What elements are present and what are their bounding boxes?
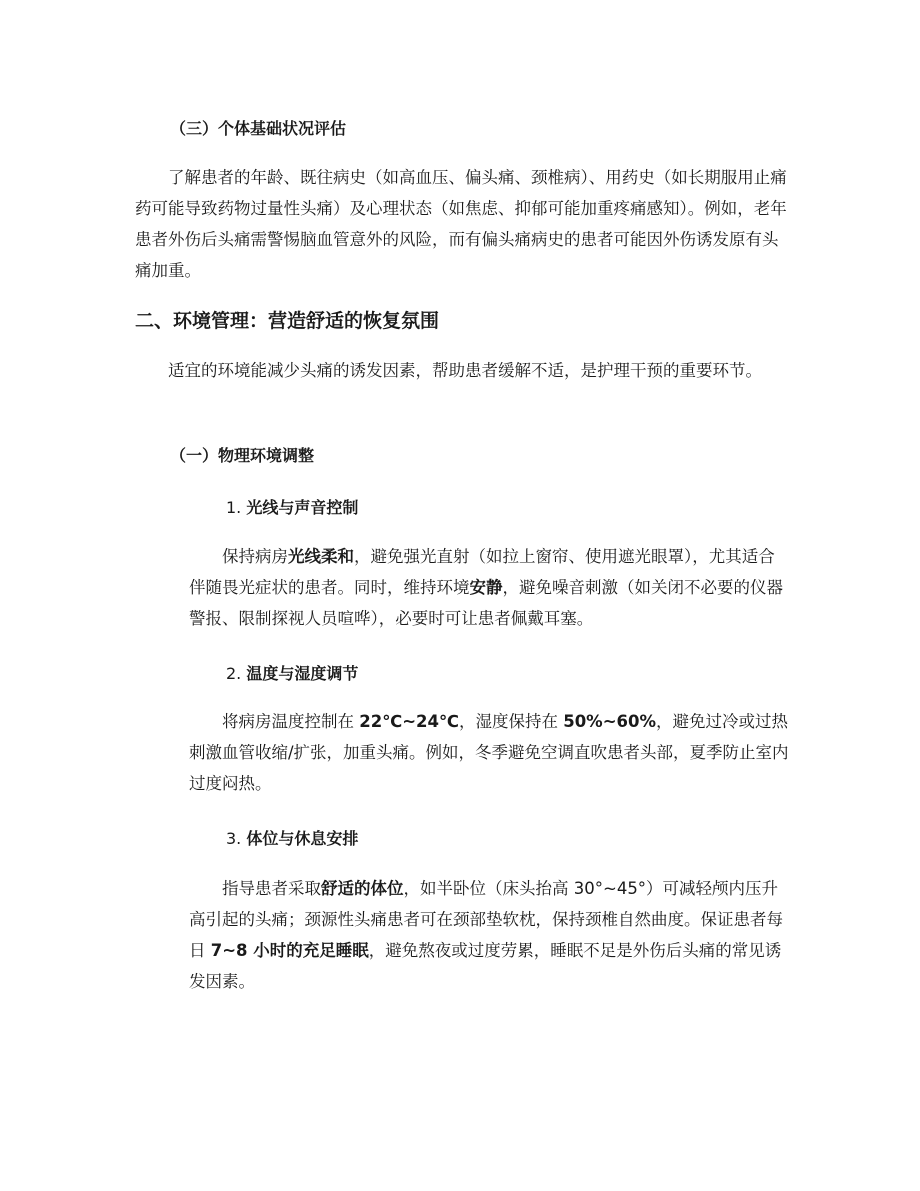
- emphasis-text: 7~8 小时的充足睡眠: [210, 941, 369, 960]
- item-title: 体位与休息安排: [246, 829, 359, 848]
- item-number: 1.: [226, 498, 242, 517]
- text-run: ，避免噪音刺激（如关闭不必要的仪器警报、限制探视人员喧哗），必要时可让患者佩戴耳塞。: [189, 578, 783, 628]
- emphasis-text: 光线柔和: [288, 547, 354, 566]
- emphasis-text: 安静: [469, 578, 503, 597]
- paragraph-light-sound: [189, 541, 789, 634]
- item-heading-temperature-humidity: [226, 661, 358, 684]
- item-number: 3.: [226, 829, 242, 848]
- emphasis-text: 50%~60%: [563, 712, 657, 731]
- paragraph-temperature-humidity: [189, 706, 789, 799]
- paragraph-posture-rest: [189, 873, 789, 997]
- text-run: 将病房温度控制在: [222, 712, 360, 731]
- text-run: ，避免过冷或过热刺激血管收缩/扩张，加重头痛。例如，冬季避免空调直吹患者头部，夏季防止室内过度闷热。: [189, 712, 789, 793]
- item-number: 2.: [226, 664, 242, 683]
- paragraph-environment-intro: 适宜的环境能减少头痛的诱发因素，帮助患者缓解不适，是护理干预的重要环节。: [168, 361, 762, 380]
- text-run: ，避免熬夜或过度劳累，睡眠不足是外伤后头痛的常见诱发因素。: [189, 941, 782, 991]
- text-run: 指导患者采取: [222, 879, 321, 898]
- text-run: ，如半卧位（床头抬高 30°~45°）可减轻颅内压升高引起的头痛；颈源性头痛患者可在颈部垫软枕，保持颈椎自然曲度。保证患者每日: [189, 879, 783, 960]
- item-title: 光线与声音控制: [246, 498, 359, 517]
- chapter-heading-environment: 二、环境管理：营造舒适的恢复氛围: [135, 310, 440, 332]
- text-run: ，湿度保持在: [458, 712, 564, 731]
- emphasis-text: 舒适的体位: [321, 879, 404, 898]
- item-heading-light-sound: [226, 495, 358, 518]
- paragraph-individual-assessment: 了解患者的年龄、既往病史（如高血压、偏头痛、颈椎病）、用药史（如长期服用止痛药可能导致药物过量性头痛）及心理状态（如焦虑、抑郁可能加重疼痛感知）。例如，老年患者外伤后头痛需警惕脑血管意外的风险，而有偏头痛病史的患者可能因外伤诱发原有头痛加重。: [135, 168, 787, 280]
- text-run: ，避免强光直射（如拉上窗帘、使用遮光眼罩），尤其适合伴随畏光症状的患者。同时，维持环境: [189, 547, 775, 597]
- subsection-heading-physical-environment: （一）物理环境调整: [170, 446, 315, 465]
- text-run: 保持病房: [222, 547, 288, 566]
- section-heading-individual-assessment: （三）个体基础状况评估: [170, 119, 347, 138]
- emphasis-text: 22℃~24℃: [359, 712, 459, 731]
- item-heading-posture-rest: [226, 826, 358, 849]
- item-title: 温度与湿度调节: [246, 664, 359, 683]
